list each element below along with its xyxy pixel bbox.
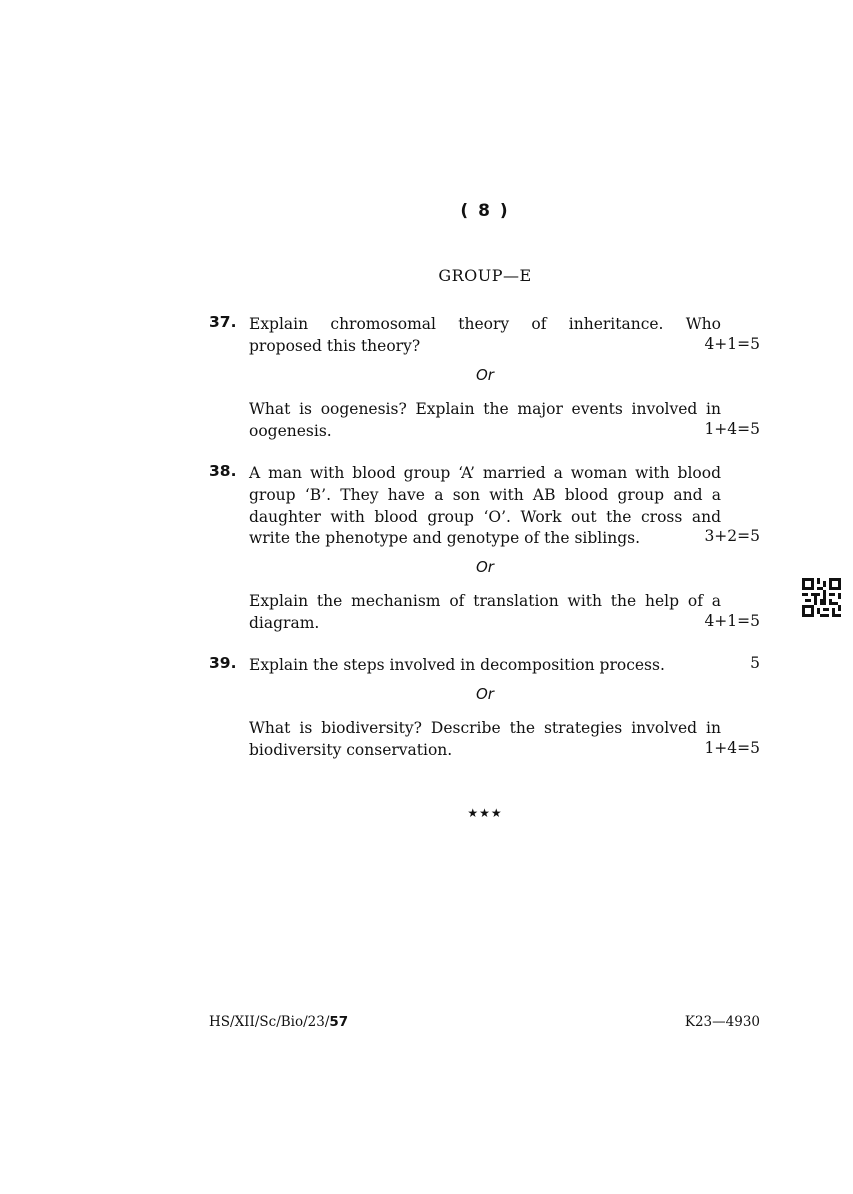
or-label: Or [476, 685, 494, 703]
question-text-line: write the phenotype and genotype of the siblings. [249, 529, 641, 547]
marks: 1+4=5 [704, 420, 760, 438]
question-text-line: What is oogenesis? Explain the major events involved in [249, 400, 721, 418]
paper-id: K23—4930 [684, 1014, 760, 1030]
marks: 1+4=5 [704, 739, 760, 757]
or-label: Or [476, 366, 494, 384]
question-text-line: diagram. [249, 614, 320, 632]
question-text-line: biodiversity conservation. [249, 741, 453, 759]
marks: 4+1=5 [704, 612, 760, 630]
marks: 3+2=5 [704, 527, 760, 545]
question-number: 39. [209, 654, 237, 672]
paper-code-prefix: HS/XII/Sc/Bio/23/ [209, 1014, 330, 1030]
paper-code-suffix: 57 [329, 1014, 349, 1030]
group-title: GROUP—E [438, 266, 532, 285]
question-text-line: oogenesis. [249, 422, 332, 440]
question-text-line: Explain chromosomal theory of inheritance. Who [249, 315, 721, 333]
question-number: 38. [209, 462, 237, 480]
marks: 5 [750, 654, 760, 672]
question-text-line: daughter with blood group ‘O’. Work out the cross and [249, 508, 721, 526]
or-label: Or [476, 558, 494, 576]
question-text-line: proposed this theory? [249, 337, 421, 355]
page-number: ( 8 ) [460, 201, 510, 221]
paper-code [209, 1014, 348, 1030]
question-text-line: Explain the steps involved in decomposition process. [249, 656, 665, 674]
marks: 4+1=5 [704, 335, 760, 353]
end-marker: ★★★ [467, 806, 503, 820]
question-number: 37. [209, 313, 237, 331]
question-text-line: group ‘B’. They have a son with AB blood group and a [249, 486, 721, 504]
qr-code-icon [802, 578, 841, 617]
question-text-line: What is biodiversity? Describe the strategies involved in [249, 719, 721, 737]
question-text-line: A man with blood group ‘A’ married a woman with blood [249, 464, 721, 482]
question-text-line: Explain the mechanism of translation with the help of a [249, 592, 721, 610]
